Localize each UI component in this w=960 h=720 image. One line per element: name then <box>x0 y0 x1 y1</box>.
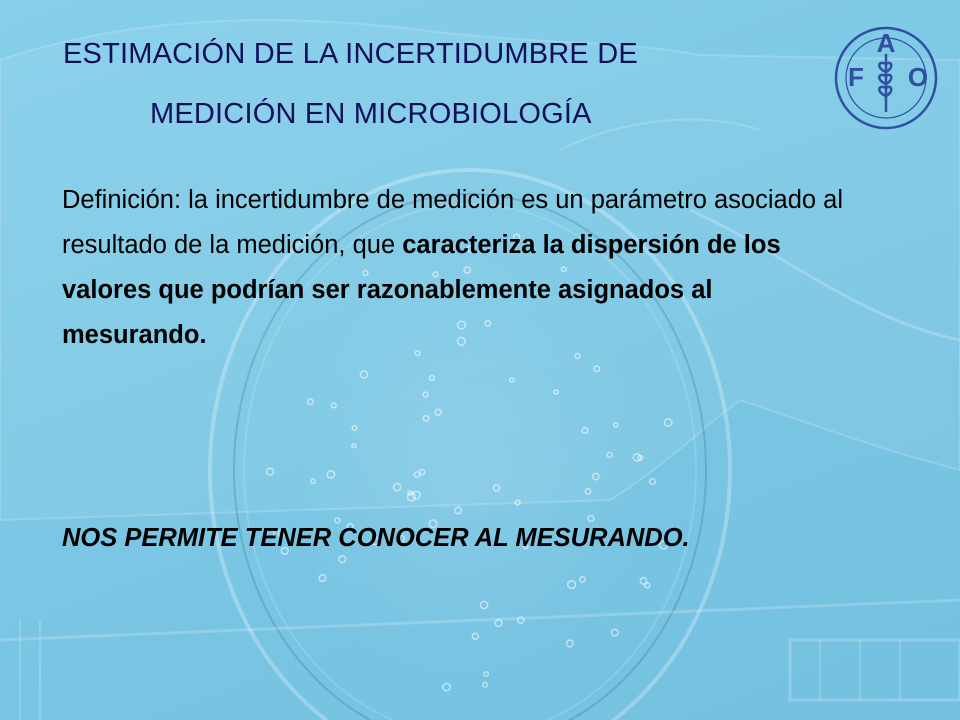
slide-title-line-1: ESTIMACIÓN DE LA INCERTIDUMBRE DE <box>63 38 638 70</box>
colony-dot <box>566 640 573 647</box>
colony-dot <box>650 479 656 485</box>
colony-dot <box>472 633 478 639</box>
colony-dot <box>484 672 489 677</box>
logo-letter-o: O <box>907 62 929 92</box>
colony-dot <box>455 507 461 513</box>
definition-text: Definición: la incertidumbre de medición es un parámetro asociado al resultado de la medición, que <box>62 186 843 259</box>
logo-letter-f: F <box>848 62 864 92</box>
definition-emphasis: caracteriza la dispersión de los valores que podrían ser razonablemente asignados al mesurando. <box>62 231 781 349</box>
colony-dot <box>580 577 586 583</box>
logo-letter-a: A <box>876 28 896 58</box>
slide-title-line-2: MEDICIÓN EN MICROBIOLOGÍA <box>150 98 592 130</box>
fao-logo-icon <box>828 24 944 132</box>
colony-dot <box>645 583 650 588</box>
colony-dot <box>612 629 619 636</box>
note-text: NOS PERMITE TENER CONOCER AL MESURANDO. <box>62 524 690 552</box>
colony-dot <box>568 581 576 589</box>
colony-dot <box>483 682 488 687</box>
colony-dot <box>319 575 326 582</box>
colony-dot <box>443 683 450 690</box>
colony-dot <box>481 601 488 608</box>
definition-paragraph <box>62 178 852 358</box>
